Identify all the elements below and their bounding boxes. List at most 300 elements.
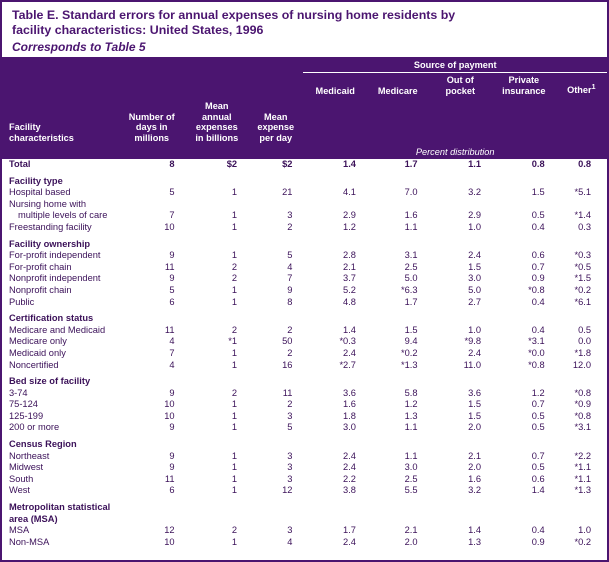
row-value: 0.5 bbox=[531, 462, 545, 473]
header-other bbox=[556, 73, 607, 100]
header-mean-annual-expenses bbox=[186, 99, 249, 146]
row-value: 6 bbox=[169, 485, 175, 496]
row-value: 12.0 bbox=[572, 359, 591, 370]
row-value: 3 bbox=[287, 473, 293, 484]
row-value: 4.1 bbox=[343, 187, 356, 198]
row-value: 9 bbox=[169, 422, 175, 433]
row-value: 5.5 bbox=[404, 485, 418, 496]
row-value: 3.7 bbox=[343, 273, 356, 284]
row-value: 16 bbox=[282, 359, 293, 370]
row-value: 1 bbox=[231, 284, 238, 295]
row-label: Facility ownership bbox=[9, 238, 91, 249]
row-value bbox=[303, 199, 367, 211]
row-label: For-profit chain bbox=[9, 261, 72, 272]
row-value: 2.2 bbox=[343, 473, 356, 484]
table-row bbox=[2, 451, 607, 463]
percent-distribution-blank-3 bbox=[186, 146, 249, 159]
row-value: 0.8 bbox=[531, 159, 545, 169]
row-value: 3.0 bbox=[468, 273, 482, 284]
header-blank-medicaid-bottom bbox=[303, 99, 367, 146]
header-private-insurance-line1: Private bbox=[508, 75, 540, 85]
row-value bbox=[186, 514, 249, 526]
row-value bbox=[248, 239, 303, 251]
row-value bbox=[556, 239, 607, 251]
row-value bbox=[118, 239, 186, 251]
header-days-line2: days in bbox=[135, 122, 168, 132]
row-value bbox=[367, 313, 429, 325]
row-value: 1.0 bbox=[468, 324, 482, 335]
row-value: *0.0 bbox=[528, 347, 545, 358]
row-value: 1 bbox=[231, 221, 238, 232]
table-row bbox=[2, 514, 607, 526]
row-value: 1.5 bbox=[404, 324, 418, 335]
table-row bbox=[2, 439, 607, 451]
row-value bbox=[429, 176, 493, 188]
row-value bbox=[303, 439, 367, 451]
row-value: 0.7 bbox=[531, 399, 545, 410]
table-row bbox=[2, 336, 607, 348]
row-value: 5 bbox=[287, 250, 293, 261]
row-value: 9 bbox=[169, 450, 175, 461]
row-value: 1.4 bbox=[343, 324, 356, 335]
row-value bbox=[429, 376, 493, 388]
row-label: Total bbox=[9, 159, 31, 169]
row-value: 2.4 bbox=[468, 347, 482, 358]
row-value: *0.2 bbox=[574, 284, 591, 295]
table-header bbox=[2, 57, 607, 159]
row-value bbox=[118, 313, 186, 325]
row-value: 0.3 bbox=[578, 221, 591, 232]
row-value: 3 bbox=[287, 410, 293, 421]
row-value: 1.2 bbox=[404, 399, 418, 410]
row-value: 2.1 bbox=[404, 525, 418, 536]
row-value: 9 bbox=[169, 462, 175, 473]
row-label: multiple levels of care bbox=[18, 210, 108, 221]
row-value: 1 bbox=[231, 462, 238, 473]
row-value: 1 bbox=[231, 347, 238, 358]
row-value: 10 bbox=[164, 536, 175, 547]
table-row bbox=[2, 325, 607, 337]
row-value: 9.4 bbox=[404, 336, 418, 347]
row-value: 1 bbox=[231, 296, 238, 307]
row-value: 1.1 bbox=[404, 450, 418, 461]
row-value bbox=[367, 376, 429, 388]
header-blank-oop-bottom bbox=[429, 99, 493, 146]
header-mean-day-line3: per day bbox=[259, 132, 293, 143]
row-value: 2.0 bbox=[404, 536, 418, 547]
row-label: MSA bbox=[9, 525, 30, 536]
row-value: 7 bbox=[287, 273, 293, 284]
row-value bbox=[248, 176, 303, 188]
row-value: *0.8 bbox=[528, 359, 545, 370]
row-value bbox=[429, 439, 493, 451]
row-label: Medicare and Medicaid bbox=[9, 324, 106, 335]
row-label: Medicare only bbox=[9, 336, 67, 347]
row-value: 7 bbox=[169, 210, 175, 221]
row-value: 2 bbox=[231, 525, 238, 536]
header-blank-days bbox=[118, 57, 186, 99]
row-value: 0.5 bbox=[531, 210, 545, 221]
row-value: *0.9 bbox=[574, 399, 591, 410]
table-body bbox=[2, 159, 607, 548]
row-value: 0.0 bbox=[578, 336, 591, 347]
row-value: 2 bbox=[231, 324, 238, 335]
table-row bbox=[2, 210, 607, 222]
row-label: Freestanding facility bbox=[9, 221, 92, 232]
row-value: 2.7 bbox=[468, 296, 482, 307]
row-value: 4 bbox=[169, 336, 175, 347]
row-value: *0.5 bbox=[574, 261, 591, 272]
row-value: *2.7 bbox=[339, 359, 356, 370]
row-value: 1.1 bbox=[404, 221, 418, 232]
header-mean-annual-line4: in billions bbox=[195, 132, 239, 143]
table-row bbox=[2, 462, 607, 474]
row-value: 0.9 bbox=[531, 273, 545, 284]
row-value bbox=[186, 376, 249, 388]
row-value: 4 bbox=[169, 359, 175, 370]
row-value: 10 bbox=[164, 410, 175, 421]
row-value: *1.5 bbox=[574, 273, 591, 284]
header-days-line3: millions bbox=[134, 132, 170, 143]
row-value: 1 bbox=[231, 536, 238, 547]
row-value bbox=[429, 502, 493, 514]
row-value: 10 bbox=[164, 399, 175, 410]
row-value: 3.1 bbox=[404, 250, 418, 261]
row-value: *0.3 bbox=[339, 336, 356, 347]
row-value: 1 bbox=[231, 422, 238, 433]
row-value: 0.5 bbox=[531, 410, 545, 421]
row-value: 0.8 bbox=[578, 159, 591, 169]
row-value: 5 bbox=[287, 422, 293, 433]
row-value bbox=[118, 376, 186, 388]
row-value bbox=[556, 176, 607, 188]
row-value: *6.3 bbox=[400, 284, 418, 295]
row-value: 0.4 bbox=[531, 324, 545, 335]
row-value: 0.6 bbox=[531, 473, 545, 484]
row-value: 10 bbox=[164, 221, 175, 232]
row-value: 0.5 bbox=[578, 324, 591, 335]
row-value: *6.1 bbox=[574, 296, 591, 307]
row-label: West bbox=[9, 485, 31, 496]
row-value: 1 bbox=[231, 187, 238, 198]
row-value bbox=[367, 514, 429, 526]
row-value: 1 bbox=[231, 250, 238, 261]
row-value: 1 bbox=[231, 359, 238, 370]
row-value: 11 bbox=[282, 387, 293, 398]
row-label: Non-MSA bbox=[9, 536, 50, 547]
row-value: 2.4 bbox=[343, 536, 356, 547]
row-value: 3 bbox=[287, 525, 293, 536]
row-value: 11.0 bbox=[463, 359, 482, 370]
standard-errors-table bbox=[2, 57, 607, 548]
row-value: 3.0 bbox=[343, 422, 356, 433]
row-value: 1.5 bbox=[468, 410, 482, 421]
header-facility-characteristics bbox=[2, 99, 118, 146]
row-value: *1.4 bbox=[574, 210, 591, 221]
row-value: 3.2 bbox=[468, 187, 482, 198]
table-row bbox=[2, 348, 607, 360]
row-value: 1.7 bbox=[404, 296, 418, 307]
table-row bbox=[2, 262, 607, 274]
row-value: 1.1 bbox=[404, 422, 418, 433]
row-value: 0.5 bbox=[531, 422, 545, 433]
row-value bbox=[186, 176, 249, 188]
percent-distribution-row bbox=[2, 146, 607, 159]
row-value: 11 bbox=[164, 324, 175, 335]
row-value bbox=[367, 439, 429, 451]
row-value bbox=[118, 502, 186, 514]
table-row bbox=[2, 222, 607, 234]
row-value: 1.8 bbox=[343, 410, 356, 421]
row-value: *9.8 bbox=[464, 336, 482, 347]
row-value: 2.4 bbox=[343, 347, 356, 358]
row-label: Bed size of facility bbox=[9, 376, 91, 387]
row-value: 6 bbox=[169, 296, 175, 307]
row-value: 3.8 bbox=[343, 485, 356, 496]
row-value: *0.3 bbox=[574, 250, 591, 261]
row-value bbox=[492, 376, 556, 388]
row-value bbox=[556, 502, 607, 514]
table-row bbox=[2, 474, 607, 486]
row-value bbox=[248, 376, 303, 388]
row-value: 2 bbox=[231, 261, 238, 272]
header-source-of-payment: Source of payment bbox=[303, 57, 607, 73]
row-value bbox=[186, 439, 249, 451]
row-label: Midwest bbox=[9, 462, 44, 473]
row-value: 1.3 bbox=[468, 536, 482, 547]
table-row bbox=[2, 250, 607, 262]
row-value bbox=[556, 376, 607, 388]
row-label: Census Region bbox=[9, 439, 77, 450]
row-value bbox=[186, 502, 249, 514]
table-row bbox=[2, 399, 607, 411]
row-value: 0.4 bbox=[531, 296, 545, 307]
table-row bbox=[2, 388, 607, 400]
row-value: 2.1 bbox=[343, 261, 356, 272]
row-value: $2 bbox=[226, 159, 238, 169]
table-row bbox=[2, 239, 607, 251]
table-row bbox=[2, 525, 607, 537]
row-value bbox=[492, 439, 556, 451]
row-value: 2.5 bbox=[404, 473, 418, 484]
table-row bbox=[2, 502, 607, 514]
row-value bbox=[303, 176, 367, 188]
header-blank-corner bbox=[2, 57, 118, 99]
row-value bbox=[303, 313, 367, 325]
table-row bbox=[2, 176, 607, 188]
row-value bbox=[118, 439, 186, 451]
row-value: 0.4 bbox=[531, 525, 545, 536]
header-blank-mean-annual bbox=[186, 57, 249, 99]
row-value: 7 bbox=[169, 347, 175, 358]
row-value: 2 bbox=[287, 324, 293, 335]
row-value: 1.5 bbox=[468, 261, 482, 272]
row-value bbox=[429, 239, 493, 251]
row-value: 0.7 bbox=[531, 261, 545, 272]
table-row bbox=[2, 485, 607, 497]
table-row bbox=[2, 411, 607, 423]
row-value: 1.6 bbox=[343, 399, 356, 410]
row-value bbox=[118, 514, 186, 526]
row-label: area (MSA) bbox=[9, 513, 58, 524]
row-value: 1.7 bbox=[343, 525, 356, 536]
row-value: 4 bbox=[287, 261, 293, 272]
table-title-line-2: facility characteristics: United States, 1996 bbox=[12, 23, 264, 37]
row-label: Certification status bbox=[9, 313, 94, 324]
row-value: 1.6 bbox=[468, 473, 482, 484]
row-value: 12 bbox=[282, 485, 293, 496]
row-value: 1.5 bbox=[468, 399, 482, 410]
row-value: 1 bbox=[231, 410, 238, 421]
header-row-stub bbox=[2, 99, 607, 146]
row-value bbox=[303, 376, 367, 388]
row-value: 5.2 bbox=[343, 284, 356, 295]
row-value: *3.1 bbox=[528, 336, 545, 347]
header-blank-medicare-bottom bbox=[367, 99, 429, 146]
header-mean-day-line2: expense bbox=[257, 122, 295, 132]
row-label: Nursing home with bbox=[9, 198, 86, 209]
row-value: 5.0 bbox=[468, 284, 482, 295]
row-value: 1.0 bbox=[578, 525, 591, 536]
row-label: Nonprofit chain bbox=[9, 284, 72, 295]
header-other-label: Other bbox=[567, 85, 592, 96]
row-value: 50 bbox=[282, 336, 293, 347]
row-value bbox=[303, 514, 367, 526]
row-value bbox=[248, 439, 303, 451]
percent-distribution-blank-4 bbox=[248, 146, 303, 159]
row-value bbox=[248, 514, 303, 526]
row-value bbox=[492, 313, 556, 325]
row-value: 2.0 bbox=[468, 422, 482, 433]
header-out-of-pocket bbox=[429, 73, 493, 100]
row-value: 3 bbox=[287, 210, 293, 221]
row-value: 2 bbox=[287, 221, 293, 232]
row-value: 5.8 bbox=[404, 387, 418, 398]
row-label: Medicaid only bbox=[9, 347, 66, 358]
row-value: *1 bbox=[228, 336, 238, 347]
row-value: 11 bbox=[164, 473, 175, 484]
row-value bbox=[367, 176, 429, 188]
row-label: Metropolitan statistical bbox=[9, 502, 111, 513]
row-value: 1.4 bbox=[531, 485, 545, 496]
header-mean-day-line1: Mean bbox=[263, 111, 288, 122]
row-value: *1.3 bbox=[574, 485, 591, 496]
row-value: 1.0 bbox=[468, 221, 482, 232]
row-value bbox=[492, 199, 556, 211]
row-value: 1.4 bbox=[468, 525, 482, 536]
row-value: 2.4 bbox=[343, 462, 356, 473]
row-value: 2 bbox=[287, 347, 293, 358]
row-value: 5.0 bbox=[404, 273, 418, 284]
header-private-insurance-line2: insurance bbox=[502, 85, 546, 96]
row-value: *1.1 bbox=[574, 462, 591, 473]
row-value bbox=[303, 502, 367, 514]
table-row bbox=[2, 422, 607, 434]
row-value: 3.0 bbox=[404, 462, 418, 473]
header-out-of-pocket-line2: pocket bbox=[445, 85, 476, 96]
row-value: 9 bbox=[287, 284, 293, 295]
row-label: Noncertified bbox=[9, 359, 59, 370]
row-value: 1.3 bbox=[404, 410, 418, 421]
row-value: 5 bbox=[169, 284, 175, 295]
row-value bbox=[556, 514, 607, 526]
row-value: 9 bbox=[169, 250, 175, 261]
row-value bbox=[492, 176, 556, 188]
row-value: 1 bbox=[231, 485, 238, 496]
header-days-line1: Number of bbox=[128, 111, 175, 122]
row-value: 2.4 bbox=[468, 250, 482, 261]
row-value: 1 bbox=[231, 210, 238, 221]
header-blank-other-bottom bbox=[556, 99, 607, 146]
table-row bbox=[2, 187, 607, 199]
row-value bbox=[492, 502, 556, 514]
header-out-of-pocket-line1: Out of bbox=[446, 75, 474, 85]
row-value: 9 bbox=[169, 387, 175, 398]
row-value: 1.5 bbox=[531, 187, 545, 198]
header-medicaid: Medicaid bbox=[303, 73, 367, 100]
header-facility-line1: Facility bbox=[9, 122, 41, 132]
row-label: Hospital based bbox=[9, 187, 71, 198]
row-label: Public bbox=[9, 296, 35, 307]
row-value: 1 bbox=[231, 473, 238, 484]
row-value: 2 bbox=[231, 273, 238, 284]
row-value: 0.4 bbox=[531, 221, 545, 232]
percent-distribution-blank-2 bbox=[118, 146, 186, 159]
row-value: 3 bbox=[287, 450, 293, 461]
row-value bbox=[303, 239, 367, 251]
table-row bbox=[2, 285, 607, 297]
row-value bbox=[556, 439, 607, 451]
row-value bbox=[186, 313, 249, 325]
row-value bbox=[118, 176, 186, 188]
row-value bbox=[367, 239, 429, 251]
table-row bbox=[2, 537, 607, 549]
row-value: $2 bbox=[282, 159, 293, 169]
row-value bbox=[248, 199, 303, 211]
row-value: 9 bbox=[169, 273, 175, 284]
row-value bbox=[367, 199, 429, 211]
row-value: 0.6 bbox=[531, 250, 545, 261]
row-value: 2.0 bbox=[468, 462, 482, 473]
header-mean-annual-line1: Mean bbox=[205, 101, 229, 111]
row-value: 2.9 bbox=[343, 210, 356, 221]
row-value: 2 bbox=[231, 387, 238, 398]
table-row bbox=[2, 360, 607, 372]
percent-distribution-label: Percent distribution bbox=[303, 146, 607, 159]
header-number-of-days bbox=[118, 99, 186, 146]
row-label: Northeast bbox=[9, 450, 50, 461]
row-value: *1.8 bbox=[574, 347, 591, 358]
row-value: 1 bbox=[231, 399, 238, 410]
row-value: *1.3 bbox=[400, 359, 418, 370]
table-row bbox=[2, 273, 607, 285]
row-value: *0.2 bbox=[400, 347, 418, 358]
header-facility-line2: characteristics bbox=[9, 132, 74, 143]
row-value bbox=[429, 199, 493, 211]
row-value bbox=[248, 502, 303, 514]
row-value: *0.8 bbox=[528, 284, 545, 295]
row-label: 75-124 bbox=[9, 399, 38, 410]
row-value bbox=[248, 313, 303, 325]
row-value: *0.8 bbox=[574, 387, 591, 398]
table-subtitle: Corresponds to Table 5 bbox=[12, 40, 146, 54]
row-value: 8 bbox=[287, 296, 293, 307]
header-other-footnote-marker: 1 bbox=[591, 84, 596, 92]
row-value: 1.2 bbox=[531, 387, 545, 398]
row-value: 1.4 bbox=[343, 159, 356, 169]
row-label: South bbox=[9, 473, 34, 484]
row-value: 0.9 bbox=[531, 536, 545, 547]
